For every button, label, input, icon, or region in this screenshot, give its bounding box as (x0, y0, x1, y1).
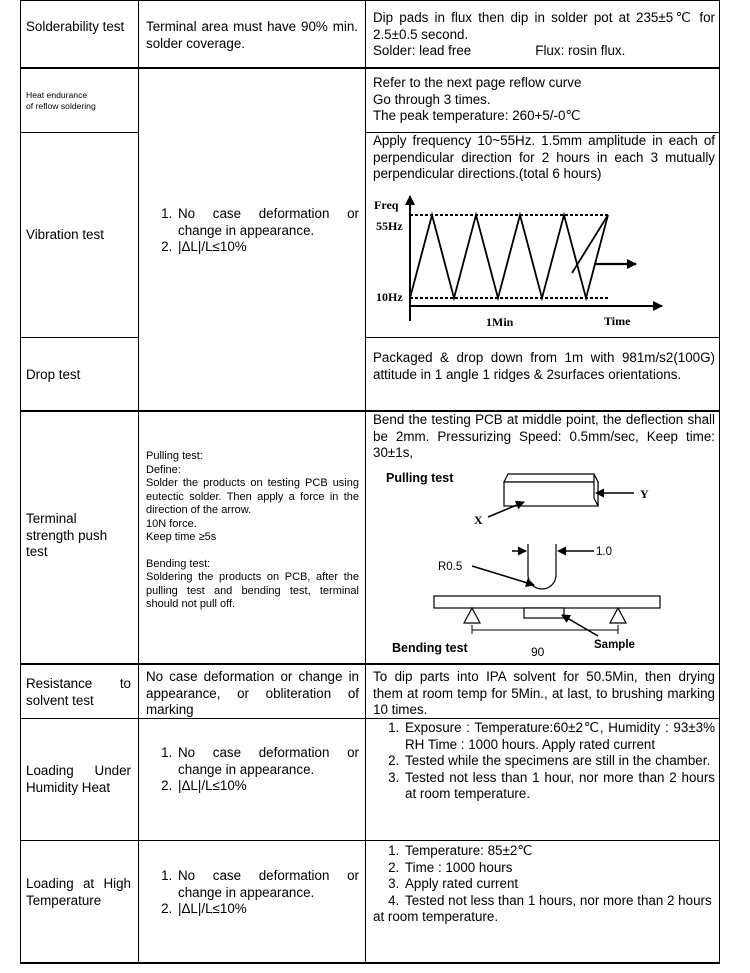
method-item: 2. Time : 1000 hours (403, 860, 715, 877)
width-label: 1.0 (596, 546, 612, 558)
method-vibration: Apply frequency 10~55Hz. 1.5mm amplitude in each of perpendicular direction for 2 hours in each 3 mutually perpendicular directions.(total 6 hours) (373, 133, 715, 182)
span-label: 90 (531, 645, 545, 659)
requirement-item: 1. No case deformation or change in appearance. (176, 745, 359, 778)
test-name-line: of reflow soldering (26, 101, 96, 111)
test-name-solvent: Resistance to solvent test (26, 676, 131, 708)
method-heat-endurance (373, 75, 715, 125)
method-drop: Packaged & drop down from 1m with 981m/s2(100G) attitude in 1 angle 1 ridges & 2surfaces orientations. (373, 350, 715, 382)
test-pcb (434, 596, 660, 608)
method-terminal-strength: Bend the testing PCB at middle point, the deflection shall be 2mm. Pressurizing Speed: 0.5mm/sec, Keep time: 30±1s, (373, 412, 715, 461)
radius-pointer (472, 566, 534, 585)
method-item: 3. Apply rated current (403, 876, 715, 893)
method-item: 3. Tested not less than 1 hour, nor more than 2 hours at room temperature. (403, 770, 715, 803)
column-divider (138, 0, 139, 964)
requirement-item: 1. No case deformation or change in appearance. (176, 868, 359, 901)
pulling-test-description: Define: Solder the products on testing PCB using eutectic solder. Then apply a force in the direction of the arrow. 10N force. Keep time ≥5s (146, 463, 359, 543)
frequency-sweep-line (410, 215, 608, 298)
method-solderability (373, 10, 715, 60)
vibration-frequency-diagram (366, 186, 719, 336)
test-name-high-temperature: Loading at High Temperature (26, 876, 131, 908)
method-line: Go through 3 times. (373, 91, 491, 107)
column-divider (20, 0, 21, 964)
requirement-item: 2. |ΔL|/L≤10% (176, 778, 359, 795)
method-item: 2. Tested while the specimens are still in the chamber. (403, 753, 715, 770)
common-requirement (146, 206, 359, 256)
y-label: Y (640, 487, 649, 501)
sample-block (504, 482, 598, 506)
requirement-terminal-strength (146, 450, 359, 612)
method-solderability-text: Dip pads in flux then dip in solder pot at 235±5℃ for 2.5±0.5 second. (373, 10, 715, 42)
row-divider (20, 337, 138, 338)
test-name-solderability: Solderability test (26, 19, 125, 34)
pulling-test-title: Pulling test: (146, 450, 203, 462)
method-line: Refer to the next page reflow curve (373, 75, 582, 90)
y-max-label: 55Hz (376, 219, 403, 233)
row-divider (20, 840, 720, 841)
y-axis-label: Freq (374, 198, 399, 212)
bending-test-label: Bending test (392, 641, 468, 655)
row-divider (20, 67, 720, 69)
support-right (610, 608, 626, 623)
x-label: X (474, 513, 483, 527)
requirement-solvent: No case deformation or change in appearance, or obliteration of marking (146, 669, 359, 718)
row-divider (20, 132, 138, 133)
bending-test-title: Bending test: (146, 557, 211, 570)
bending-test-description: Soldering the products on PCB, after the pulling test and bending test, terminal should not pull off. (146, 571, 359, 610)
x-axis-label: Time (604, 314, 631, 328)
test-name-humidity: Loading Under Humidity Heat (26, 763, 131, 795)
pull-bend-test-diagram (366, 462, 719, 662)
row-divider (20, 0, 720, 1)
method-solvent: To dip parts into IPA solvent for 50.5Min, then drying them at room temp for 5Min., at last, to brushing marking 10 times. (373, 669, 715, 718)
radius-label: R0.5 (438, 561, 463, 573)
requirement-item: 2. |ΔL|/L≤10% (176, 901, 359, 918)
test-name-heat-endurance (26, 90, 136, 112)
requirement-humidity (146, 745, 359, 795)
solder-type: Solder: lead free (373, 43, 472, 59)
y-min-label: 10Hz (376, 290, 403, 304)
test-name-vibration: Vibration test (26, 227, 104, 242)
method-item: 4. Tested not less than 1 hours, nor more than 2 hours (403, 893, 715, 910)
flux-type: Flux: rosin flux. (535, 43, 626, 59)
sample-under-pcb (524, 608, 564, 618)
row-divider (20, 663, 720, 665)
pulling-test-label: Pulling test (386, 471, 454, 485)
test-name-line: Heat endurance (26, 90, 88, 100)
pressing-tool (528, 544, 556, 589)
x-mark-label: 1Min (486, 315, 514, 329)
column-divider (719, 0, 720, 964)
method-item: 1. Exposure : Temperature:60±2℃, Humidity : 93±3% RH Time : 1000 hours. Apply rated current (403, 720, 715, 753)
requirement-high-temperature (146, 868, 359, 918)
sample-pointer (562, 615, 598, 636)
test-name-drop: Drop test (26, 367, 81, 382)
method-line: The peak temperature: 260+5/-0℃ (373, 108, 581, 124)
method-humidity (373, 720, 715, 803)
row-divider (365, 337, 720, 338)
requirement-item: 2. |ΔL|/L≤10% (176, 239, 359, 256)
method-item: 1. Temperature: 85±2℃ (403, 843, 715, 860)
test-name-terminal-strength: Terminal strength push test (26, 511, 108, 560)
sample-label: Sample (594, 639, 635, 651)
requirement-item: 1. No case deformation or change in appearance. (176, 206, 359, 239)
requirement-solderability: Terminal area must have 90% min. solder coverage. (146, 19, 358, 51)
sample-block-top (504, 474, 598, 482)
support-left (464, 608, 480, 623)
row-divider (20, 962, 720, 964)
method-tail: at room temperature. (373, 909, 499, 925)
method-high-temperature (373, 843, 715, 926)
